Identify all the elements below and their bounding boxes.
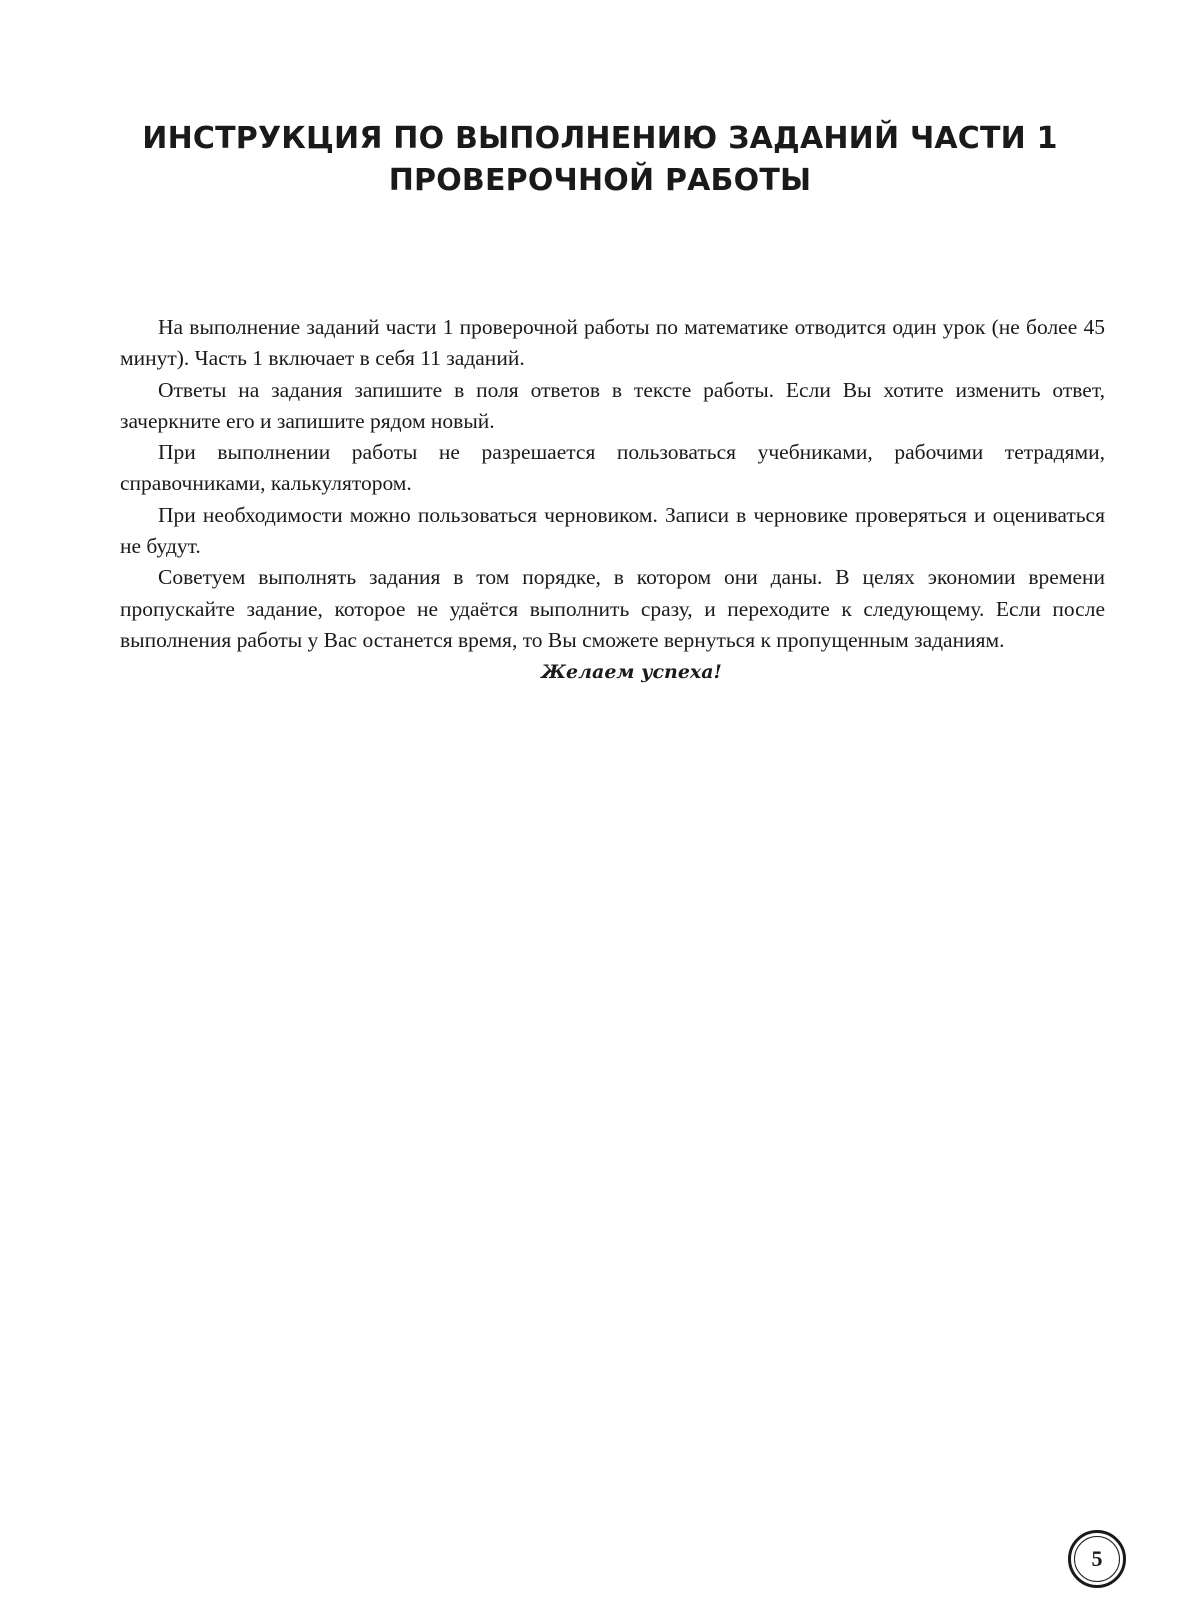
paragraph-draft: При необходимости можно пользоваться черновиком. Записи в черновике проверяться и оцениваться не будут. [120, 502, 1105, 559]
paragraph-advice: Советуем выполнять задания в том порядке, в котором они даны. В целях экономии времени пропускайте задание, которое не удаётся выполнить сразу, и переходите к следующему. Если после выполнения работы у Вас останется время, то Вы сможете вернуться к пропущенным заданиям. [120, 565, 1105, 652]
paragraph-time-limit: На выполнение заданий части 1 проверочной работы по математике отводится один урок (не более 45 минут). Часть 1 включает в себя 11 заданий. [120, 315, 1105, 371]
instructions-body [120, 312, 1105, 688]
closing-wish: Желаем успеха! [541, 661, 722, 684]
page-title [60, 118, 1140, 202]
page-number-badge [1068, 1530, 1126, 1588]
page-number: 5 [1091, 1546, 1103, 1571]
title-line-1: ИНСТРУКЦИЯ ПО ВЫПОЛНЕНИЮ ЗАДАНИЙ ЧАСТИ 1 [142, 121, 1058, 156]
title-line-2: ПРОВЕРОЧНОЙ РАБОТЫ [388, 163, 812, 198]
paragraph-prohibited-aids: При выполнении работы не разрешается пользоваться учебниками, рабочими тетрадями, справочниками, калькулятором. [120, 440, 1105, 496]
paragraph-answers: Ответы на задания запишите в поля ответов в тексте работы. Если Вы хотите изменить ответ, зачеркните его и запишите рядом новый. [120, 377, 1105, 433]
